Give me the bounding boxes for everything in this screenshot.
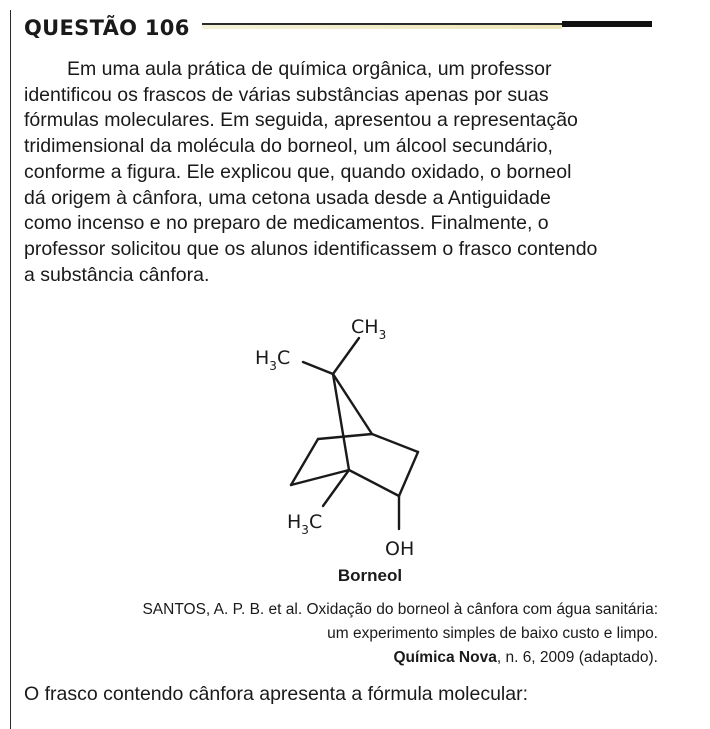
h3c-left-label: $H_3C$ — [255, 347, 291, 373]
question-prompt: O frasco contendo cânfora apresenta a fórmula molecular: — [24, 683, 529, 705]
bond — [399, 452, 418, 496]
paragraph-line: professor solicitou que os alunos identificassem o frasco contendo — [24, 237, 598, 260]
paragraph-line: a substância cânfora. — [24, 263, 210, 286]
oh-label: OH — [385, 538, 415, 560]
paragraph-line: conforme a figura. Ele explicou que, quando oxidado, o borneol — [24, 160, 572, 183]
paragraph-line: como incenso e no preparo de medicamentos. Finalmente, o — [24, 212, 549, 235]
source-citation — [38, 598, 658, 670]
paragraph-line: fórmulas moleculares. Em seguida, apresentou a representação — [24, 109, 578, 132]
page-left-border — [10, 10, 11, 729]
paragraph-line: dá origem à cânfora, uma cetona usada desde a Antiguidade — [24, 186, 551, 209]
question-header — [24, 12, 654, 48]
bond — [372, 434, 418, 452]
borneol-structure — [245, 308, 445, 558]
citation-rest: , n. 6, 2009 (adaptado). — [496, 649, 658, 666]
bond — [333, 338, 359, 374]
ch3-top-label: $CH_3$ — [351, 316, 387, 342]
h3c-bottom-label: $H_3C$ — [287, 511, 323, 537]
bond — [349, 470, 399, 496]
header-rule-tint — [202, 25, 562, 29]
bond — [318, 434, 372, 439]
question-paragraph — [24, 57, 656, 288]
citation-line: um experimento simples de baixo custo e limpo. — [327, 625, 658, 642]
journal-name: Química Nova — [393, 649, 497, 666]
paragraph-line: tridimensional da molécula do borneol, um álcool secundário, — [24, 135, 553, 158]
paragraph-line: identificou os frascos de várias substâncias apenas por suas — [24, 83, 549, 106]
molecule-name: Borneol — [337, 566, 403, 585]
citation-line — [38, 646, 658, 670]
borneol-structure-svg — [245, 308, 445, 558]
bond — [303, 362, 333, 374]
citation-line: SANTOS, A. P. B. et al. Oxidação do borneol à cânfora com água sanitária: — [142, 601, 658, 618]
header-rule-thick — [562, 21, 652, 27]
question-title: QUESTÃO 106 — [24, 16, 190, 40]
paragraph-line: Em uma aula prática de química orgânica, um professor — [67, 58, 552, 80]
